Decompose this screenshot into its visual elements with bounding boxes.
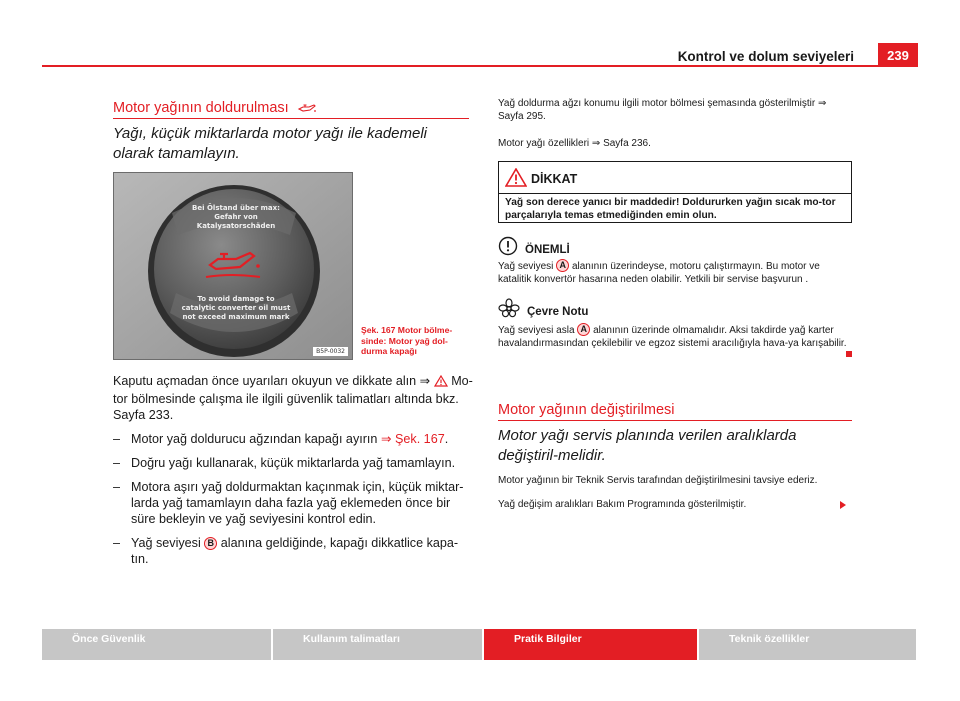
step-item [113,431,473,447]
warning-header [499,162,851,194]
plate-text-bottom-3: not exceed maximum mark [182,313,290,321]
marker-a: A [577,323,590,336]
section-lead: Motor yağı servis planında verilen aralıklarda değiştiril-melidir. [498,427,797,464]
important-text [498,259,854,286]
header-rule [42,65,918,67]
marker-b: B [204,537,217,550]
flower-icon [498,298,520,323]
oil-cap-illustration [114,173,353,360]
important-title: ÖNEMLİ [525,244,570,256]
step-text: Motor yağ doldurucu ağzından kapağı ayırın [131,432,381,446]
end-square-marker [846,351,852,357]
plate-text-bottom-2: catalytic converter oil must [181,304,291,312]
section-title-oil-change: Motor yağının değiştirilmesi [498,402,675,418]
right-paragraph-3: Motor yağının bir Teknik Servis tarafından değiştirilmesini tavsiye ederiz. [498,475,818,486]
continue-arrow-icon[interactable] [838,497,848,515]
warning-triangle-icon[interactable] [434,375,448,391]
step-item [113,535,469,567]
step-text: Yağ seviyesi [131,536,205,550]
marker-a: A [556,259,569,272]
tab-operating-instructions[interactable]: Kullanım talimatları [273,629,482,660]
warning-box [498,161,852,223]
right-paragraph-2: Motor yağı özellikleri ⇒ Sayfa 236. [498,138,651,149]
important-text-1: Yağ seviyesi [498,261,557,272]
oil-can-icon [297,102,317,118]
warning-triangle-icon [505,168,527,192]
intro-paragraph [113,373,473,423]
intro-text-2: Mo-tor bölmesinde çalışma ile ilgili güvenlik talimatları altında bkz. Sayfa 233. [113,374,473,422]
plate-text-bottom-1: To avoid damage to [197,295,275,303]
step-item [113,479,469,527]
step-dash: – [113,536,121,550]
section-lead: Yağı, küçük miktarlarda motor yağı ile kademeli olarak tamamlayın. [113,125,428,162]
environment-text-1: Yağ seviyesi asla [498,325,578,336]
environment-text-2: alanının üzerinde olmamalıdır. Aksi takdirde yağ karter havalandırmasından çekilebilir ve egzoz sistemi aracılığıyla hava-ya karışabilir. [498,325,847,349]
step-dash: – [113,480,121,494]
tab-safety[interactable]: Önce Güvenlik [42,629,271,660]
step-item [113,455,473,471]
step-dash: – [113,456,121,470]
figure-tag: B5P-0032 [313,347,348,356]
environment-note-title: Çevre Notu [527,306,589,318]
oil-cap-figure [113,172,353,360]
step-text-end: alanına geldiğinde, kapağı dikkatlice kapa-tın. [131,536,459,566]
figure-caption: Şek. 167 Motor bölme-sinde: Motor yağ dol-durma kapağı [361,325,453,356]
page-number: 239 [878,43,918,67]
section-rule [113,118,469,119]
warning-title: DİKKAT [531,172,578,186]
step-dash: – [113,432,121,446]
section-rule [498,420,852,421]
right-paragraph-4: Yağ değişim aralıkları Bakım Programında gösterilmiştir. [498,499,747,510]
warning-text: Yağ son derece yanıcı bir maddedir! Doldururken yağın sıcak mo-tor parçalarıyla temas etmediğinden emin olun. [505,197,836,221]
exclamation-circle-icon [498,236,518,261]
chapter-tabs [42,629,918,660]
important-text-2: alanının üzerindeyse, motoru çalıştırmayın. Bu motor ve katalitik konvertör hasarına neden olabilir. Yetkili bir servise başvurun . [498,261,820,285]
tab-practical-info[interactable]: Pratik Bilgiler [484,629,697,660]
plate-text-top-1: Bei Ölstand über max: [192,204,280,212]
step-text-end: . [444,432,449,446]
running-header-title: Kontrol ve dolum seviyeleri [677,49,854,64]
right-paragraph-1: Yağ doldurma ağzı konumu ilgili motor bölmesi şemasında gösterilmiştir ⇒ Sayfa 295. [498,98,827,122]
intro-text-1: Kaputu açmadan önce uyarıları okuyun ve dikkate alın ⇒ [113,374,431,388]
plate-text-top-2: Gefahr von Katalysatorschäden [196,213,276,230]
environment-note-text [498,323,854,350]
step-text: Motora aşırı yağ doldurmaktan kaçınmak için, küçük miktar-larda yağ tamamlayın daha fazla yağ eklemeden önce bir süre bekleyin ve yağ seviyesini kontrol edin. [131,480,464,526]
figure-link[interactable]: ⇒ Şek. 167 [380,432,445,446]
tab-technical-specs[interactable]: Teknik özellikler [699,629,916,660]
plate-text-bottom [178,295,294,322]
step-text: Doğru yağı kullanarak, küçük miktarlarda yağ tamamlayın. [131,456,456,470]
section-title-oil-filling [113,100,317,118]
section-title-text: Motor yağının doldurulması [113,100,289,116]
plate-text-top [178,204,294,231]
